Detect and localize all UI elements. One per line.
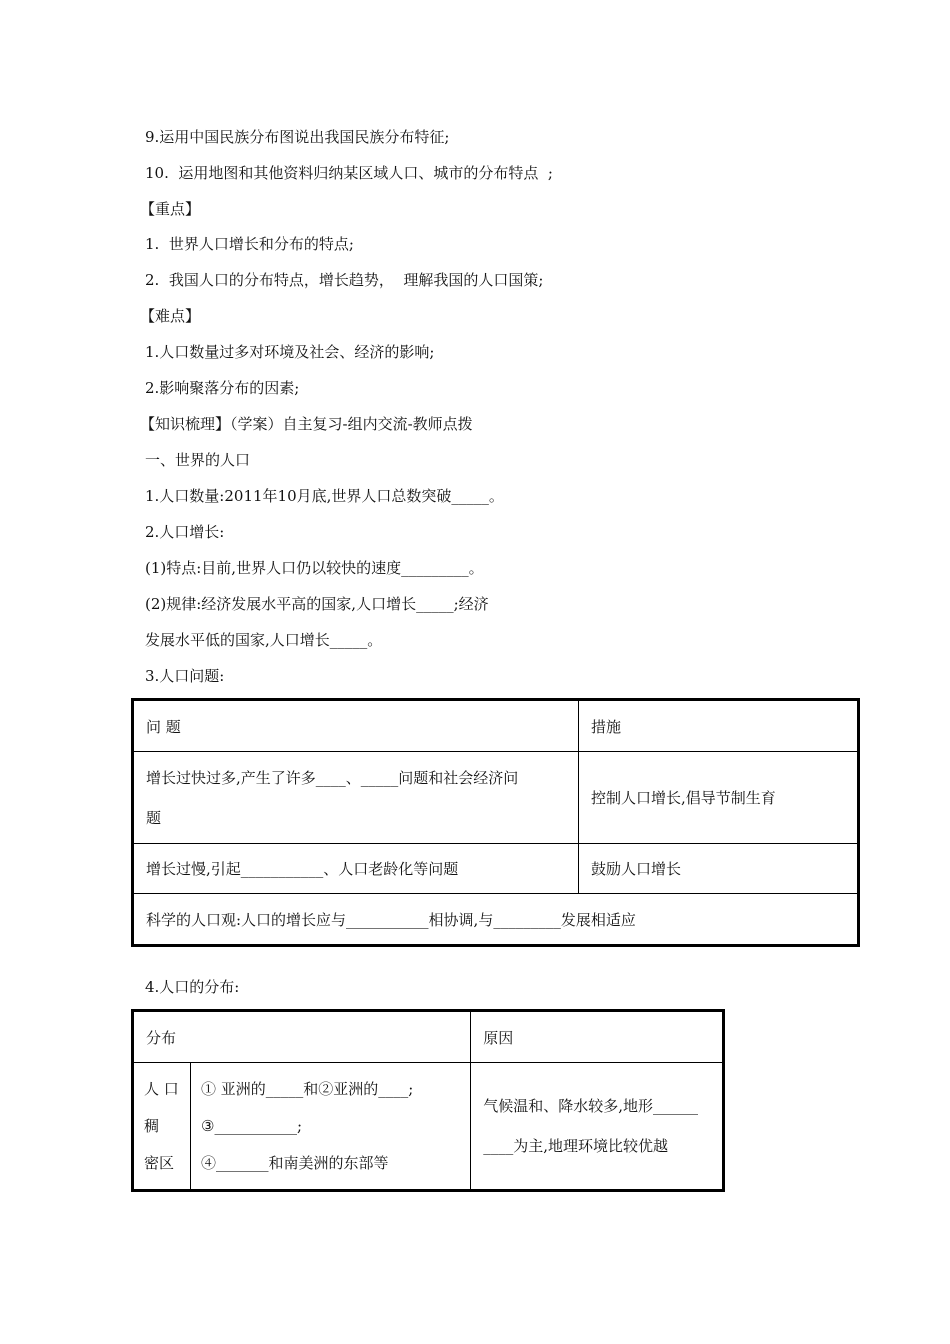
table-cell: 鼓励人口增长 bbox=[579, 844, 859, 894]
table-cell: 增长过慢,引起___________、人口老龄化等问题 bbox=[133, 844, 579, 894]
text-line: 1. 世界人口增长和分布的特点; bbox=[145, 235, 354, 253]
heading-knowledge: 【知识梳理】（学案）自主复习-组内交流-教师点拨 bbox=[140, 415, 473, 433]
section-title: 一、世界的人口 bbox=[145, 451, 251, 469]
table-cell: 控制人口增长,倡导节制生育 bbox=[579, 752, 859, 844]
heading-key-points: 【重点】 bbox=[140, 200, 201, 218]
heading-difficulties: 【难点】 bbox=[140, 307, 201, 325]
text-line: 2.影响聚落分布的因素; bbox=[145, 379, 300, 397]
section-title: 4.人口的分布: bbox=[145, 978, 240, 996]
text-line: 1.人口数量过多对环境及社会、经济的影响; bbox=[145, 343, 435, 361]
table-cell: ① 亚洲的_____和②亚洲的____; ③___________; ④_______和南美洲的东部等 bbox=[191, 1063, 471, 1191]
text-line: 1.人口数量:2011年10月底,世界人口总数突破_____。 bbox=[145, 487, 504, 505]
text-line: 发展水平低的国家,人口增长_____。 bbox=[145, 631, 383, 649]
table-cell: 气候温和、降水较多,地形______ ____为主,地理环境比较优越 bbox=[471, 1063, 724, 1191]
text-line: 2.人口增长: bbox=[145, 523, 225, 541]
table-header-cell: 分布 bbox=[133, 1011, 471, 1063]
table-header-cell: 原因 bbox=[471, 1011, 724, 1063]
text-line: 3.人口问题: bbox=[145, 667, 225, 685]
text-line: 9.运用中国民族分布图说出我国民族分布特征; bbox=[145, 128, 450, 146]
text-line: (1)特点:目前,世界人口仍以较快的速度_________。 bbox=[145, 559, 484, 577]
table-footer-cell: 科学的人口观:人口的增长应与___________相协调,与_________发展相适应 bbox=[133, 894, 859, 946]
text-line: (2)规律:经济发展水平高的国家,人口增长_____;经济 bbox=[145, 595, 489, 613]
table-header-cell: 措施 bbox=[579, 700, 859, 752]
table-cell: 增长过快过多,产生了许多____、_____问题和社会经济问 题 bbox=[133, 752, 579, 844]
population-distribution-table bbox=[131, 1009, 725, 1192]
text-line: 10. 运用地图和其他资料归纳某区域人口、城市的分布特点 ; bbox=[145, 164, 553, 182]
population-problems-table bbox=[131, 698, 860, 947]
text-line: 2. 我国人口的分布特点，增长趋势， 理解我国的人口国策; bbox=[145, 271, 544, 289]
table-header-cell: 问 题 bbox=[133, 700, 579, 752]
table-row-label: 人 口 稠 密区 bbox=[133, 1063, 191, 1191]
